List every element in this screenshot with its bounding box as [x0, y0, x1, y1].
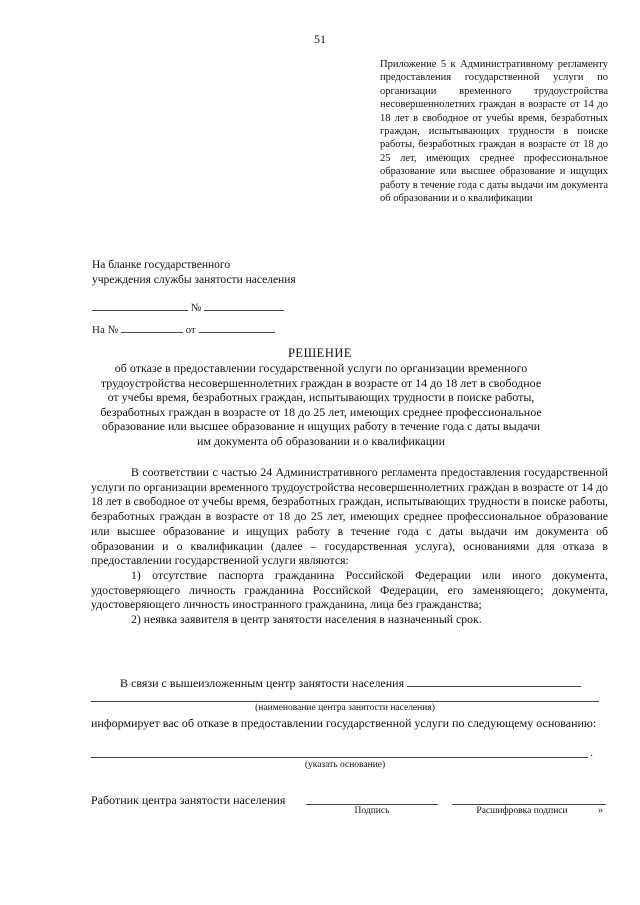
decode-caption: Расшифровка подписи	[476, 806, 568, 816]
number-sign: №	[190, 302, 202, 314]
worker-label: Работник центра занятости населения	[91, 793, 286, 807]
signature-line[interactable]	[306, 804, 438, 805]
signature-decode-line[interactable]	[452, 804, 606, 805]
inform-lead-line	[120, 676, 581, 691]
reason-2: 2) неявка заявителя в центр занятости населения в назначенный срок.	[131, 612, 482, 627]
letterhead-line-2: учреждения службы занятости населения	[92, 274, 296, 286]
from-label: от	[185, 324, 196, 336]
closing-quote: »	[598, 805, 603, 816]
document-subtitle: об отказе в предоставлении государственной услуги по организации временного трудоустройства несовершеннолетних граждан в возрасте от 14 до 18 лет в свободное от учебы время, безработных граждан, испытывающих трудности в поиске работы, безработных граждан в возрасте от 18 до 25 лет, имеющих среднее профессиональное образование или высшее образование и ищущих работу в течение года с даты выдачи им документа об образовании и о квалификации	[100, 361, 542, 448]
reason-field-line[interactable]	[91, 757, 588, 758]
reply-prefix: На №	[92, 324, 119, 336]
inform-text: информирует вас об отказе в предоставлении государственной услуги по следующему основанию:	[91, 716, 597, 730]
date-field[interactable]	[92, 300, 188, 311]
reply-date-field[interactable]	[199, 322, 275, 333]
center-name-field[interactable]	[407, 676, 581, 687]
body-intro: В соответствии с частью 24 Административного регламента предоставления государственной услуги по организации временного трудоустройства несовершеннолетних граждан в возрасте от 14 до 18 лет в свободное от учебы время, безработных граждан, испытывающих трудности в поиске работы, безработных граждан в возрасте от 18 до 25 лет, имеющих среднее профессиональное образование или высшее образование и ищущих работу в течение года с даты выдачи им документа об образовании и о квалификации (далее – государственная услуга), основаниями для отказа в предоставлении государственной услуги являются:	[91, 465, 608, 568]
number-field[interactable]	[204, 300, 284, 311]
center-name-caption: (наименование центра занятости населения)	[255, 703, 435, 713]
outgoing-number-line	[92, 300, 284, 314]
reply-number-field[interactable]	[121, 322, 183, 333]
signature-caption: Подпись	[354, 806, 390, 816]
letterhead	[92, 258, 296, 288]
reason-end-dot: .	[590, 745, 593, 759]
center-name-line[interactable]	[91, 701, 599, 702]
reply-number-line	[92, 322, 275, 336]
reason-caption: (указать основание)	[304, 760, 386, 770]
letterhead-line-1: На бланке государственного	[92, 259, 231, 271]
page-number: 51	[314, 32, 326, 46]
document-title: РЕШЕНИЕ	[287, 346, 353, 360]
decision-body	[91, 465, 608, 627]
inform-lead: В связи с вышеизложенным центр занятости населения	[120, 676, 405, 690]
reason-1: 1) отсутствие паспорта гражданина Российской Федерации или иного документа, удостоверяющего личность гражданина Российской Федерации, его заменяющего; документа, удостоверяющего личность иностранного гражданина, лица без гражданства;	[91, 567, 608, 612]
appendix-note: Приложение 5 к Административному регламенту предоставления государственной услуги по организации временного трудоустройства несовершеннолетних граждан в возрасте от 14 до 18 лет в свободное от учебы время, безработных граждан, испытывающих трудности в поиске работы, безработных граждан в возрасте от 18 до 25 лет, имеющих среднее профессиональное образование или высшее образование и ищущих работу в течение года с даты выдачи им документа об образовании и о квалификации	[380, 59, 608, 205]
